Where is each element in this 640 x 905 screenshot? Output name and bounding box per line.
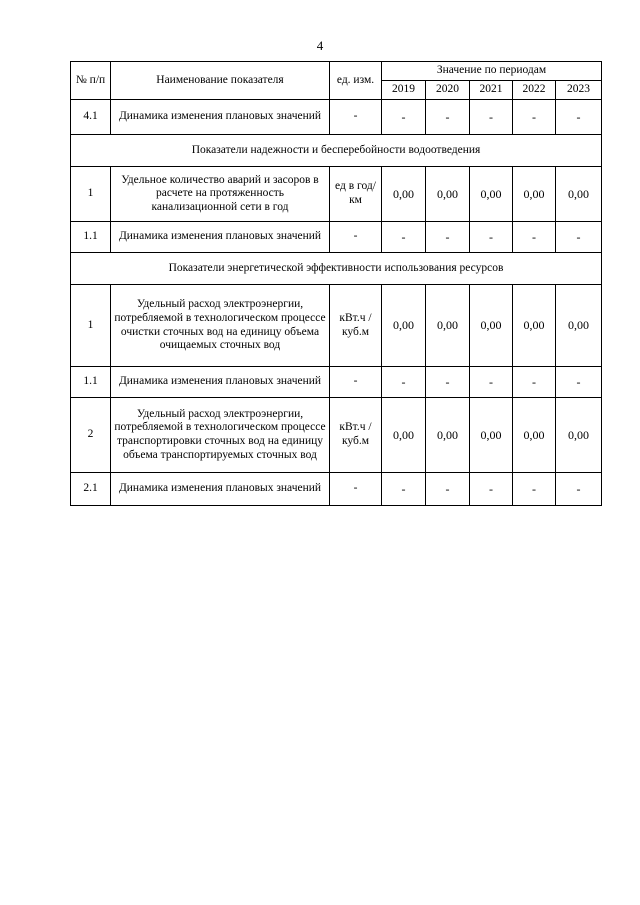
table-row xyxy=(71,167,602,222)
value-cell: - xyxy=(382,473,426,506)
row-number: 1.1 xyxy=(71,367,111,398)
value-cell: - xyxy=(426,222,470,253)
value-cell: - xyxy=(382,222,426,253)
row-number: 2.1 xyxy=(71,473,111,506)
page-number: 4 xyxy=(316,38,324,53)
value-cell: - xyxy=(556,222,602,253)
unit-cell: - xyxy=(330,367,382,398)
header-unit: ед. изм. xyxy=(330,62,382,100)
row-number: 2 xyxy=(71,398,111,473)
value-cell: 0,00 xyxy=(556,167,602,222)
section-title: Показатели надежности и бесперебойности водоотведения xyxy=(71,135,602,167)
header-name: Наименование показателя xyxy=(111,62,330,100)
row-number: 1 xyxy=(71,167,111,222)
value-cell: - xyxy=(556,100,602,135)
header-year: 2019 xyxy=(382,81,426,100)
value-cell: 0,00 xyxy=(382,398,426,473)
row-number: 1 xyxy=(71,285,111,367)
header-num: № п/п xyxy=(71,62,111,100)
value-cell: - xyxy=(426,473,470,506)
value-cell: - xyxy=(513,100,556,135)
unit-cell: - xyxy=(330,473,382,506)
value-cell: - xyxy=(382,367,426,398)
unit-cell: - xyxy=(330,100,382,135)
value-cell: 0,00 xyxy=(426,398,470,473)
table-row xyxy=(71,100,602,135)
row-number: 4.1 xyxy=(71,100,111,135)
indicator-name: Удельное количество аварий и засоров в расчете на протяженность канализационной сети в год xyxy=(111,167,330,222)
table-row xyxy=(71,367,602,398)
table-row xyxy=(71,473,602,506)
value-cell: - xyxy=(556,367,602,398)
indicator-name: Динамика изменения плановых значений xyxy=(111,367,330,398)
table-row xyxy=(71,398,602,473)
header-year: 2022 xyxy=(513,81,556,100)
value-cell: - xyxy=(426,367,470,398)
indicator-name: Динамика изменения плановых значений xyxy=(111,473,330,506)
value-cell: 0,00 xyxy=(382,285,426,367)
value-cell: 0,00 xyxy=(426,167,470,222)
indicators-table xyxy=(70,61,602,506)
value-cell: - xyxy=(556,473,602,506)
unit-cell: кВт.ч / куб.м xyxy=(330,285,382,367)
unit-cell: кВт.ч / куб.м xyxy=(330,398,382,473)
value-cell: 0,00 xyxy=(470,285,513,367)
table-row xyxy=(71,285,602,367)
value-cell: 0,00 xyxy=(513,167,556,222)
header-year: 2023 xyxy=(556,81,602,100)
value-cell: 0,00 xyxy=(426,285,470,367)
value-cell: - xyxy=(470,222,513,253)
table-row xyxy=(71,222,602,253)
value-cell: 0,00 xyxy=(556,285,602,367)
value-cell: 0,00 xyxy=(513,285,556,367)
value-cell: - xyxy=(470,367,513,398)
value-cell: - xyxy=(513,367,556,398)
value-cell: 0,00 xyxy=(470,398,513,473)
value-cell: 0,00 xyxy=(556,398,602,473)
value-cell: - xyxy=(470,473,513,506)
value-cell: 0,00 xyxy=(470,167,513,222)
header-row xyxy=(71,62,602,81)
header-year: 2021 xyxy=(470,81,513,100)
section-title: Показатели энергетической эффективности использования ресурсов xyxy=(71,253,602,285)
value-cell: - xyxy=(513,222,556,253)
indicator-name: Динамика изменения плановых значений xyxy=(111,222,330,253)
value-cell: 0,00 xyxy=(513,398,556,473)
value-cell: 0,00 xyxy=(382,167,426,222)
section-row xyxy=(71,253,602,285)
value-cell: - xyxy=(426,100,470,135)
row-number: 1.1 xyxy=(71,222,111,253)
indicator-name: Удельный расход электроэнергии, потребляемой в технологическом процессе транспортировки сточных вод на единицу объема транспортируемых сточных вод xyxy=(111,398,330,473)
indicator-name: Динамика изменения плановых значений xyxy=(111,100,330,135)
value-cell: - xyxy=(513,473,556,506)
header-year: 2020 xyxy=(426,81,470,100)
value-cell: - xyxy=(382,100,426,135)
value-cell: - xyxy=(470,100,513,135)
unit-cell: ед в год/ км xyxy=(330,167,382,222)
indicator-name: Удельный расход электроэнергии, потребляемой в технологическом процессе очистки сточных вод на единицу объема очищаемых сточных вод xyxy=(111,285,330,367)
unit-cell: - xyxy=(330,222,382,253)
header-periods: Значение по периодам xyxy=(382,62,602,81)
section-row xyxy=(71,135,602,167)
